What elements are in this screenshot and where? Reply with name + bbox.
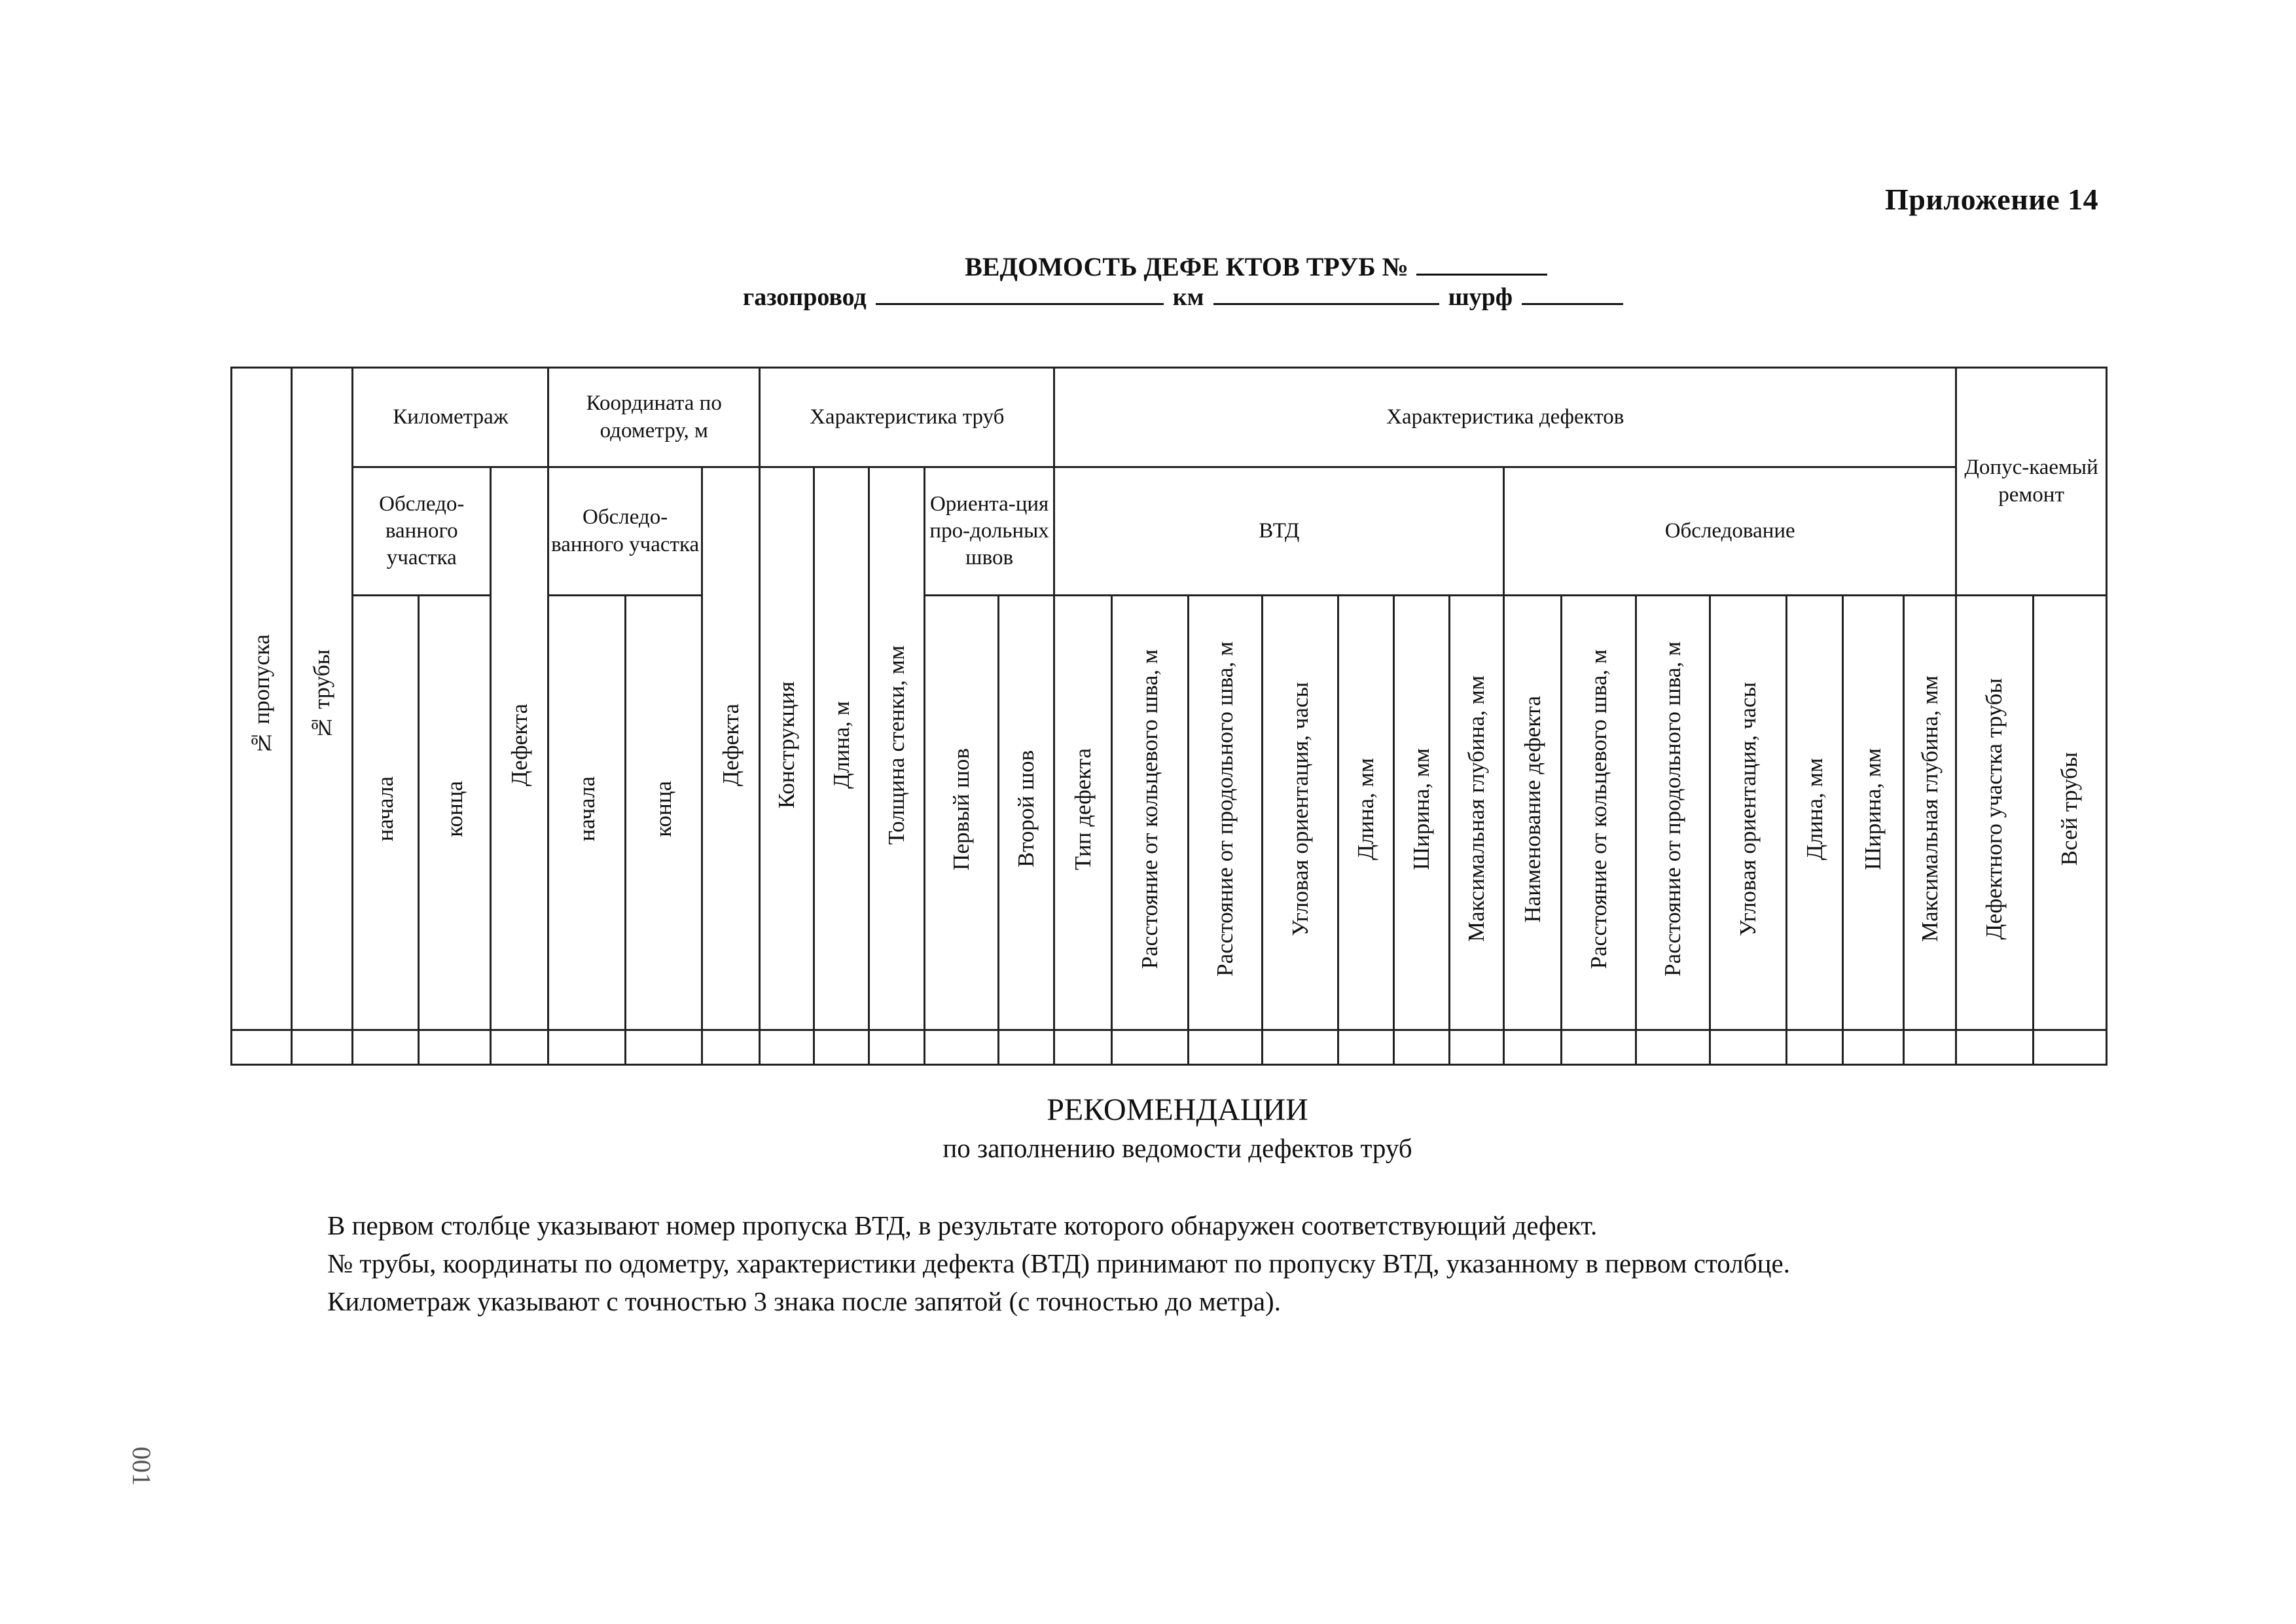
header-odometer: Координата по одометру, м: [548, 368, 760, 467]
header-surveyed-section-km: Обследо-ванного участка: [353, 467, 491, 596]
table-cell[interactable]: [1504, 1030, 1562, 1064]
header-surveyed-section-odo: Обследо-ванного участка: [548, 467, 702, 596]
table-cell[interactable]: [1956, 1030, 2033, 1064]
table-cell[interactable]: [292, 1030, 353, 1064]
document-title-text: ВЕДОМОСТЬ ДЕФЕ КТОВ ТРУБ №: [965, 252, 1408, 281]
recommendations-subtitle: по заполнению ведомости дефектов труб: [942, 1133, 1412, 1163]
defects-table: [230, 367, 2108, 1066]
header-km-end: конца: [418, 596, 490, 1030]
table-cell[interactable]: [625, 1030, 702, 1064]
header-seam-orientation: Ориента-ция про-дольных швов: [924, 467, 1054, 596]
header-sv-long-dist: Расстояние от продольного шва, м: [1636, 596, 1710, 1030]
header-pipe-characteristics: Характеристика труб: [760, 368, 1054, 467]
table-cell[interactable]: [1636, 1030, 1710, 1064]
table-cell[interactable]: [1562, 1030, 1636, 1064]
table-cell[interactable]: [1787, 1030, 1842, 1064]
table-cell[interactable]: [1842, 1030, 1903, 1064]
table-cell[interactable]: [1710, 1030, 1787, 1064]
header-allowed-repair: Допус-каемый ремонт: [1956, 368, 2107, 596]
km-label: км: [1172, 283, 1204, 311]
header-vtd-length: Длина, мм: [1338, 596, 1393, 1030]
page-number: 001: [127, 1447, 156, 1486]
recommendations-title: РЕКОМЕНДАЦИИ: [1047, 1092, 1308, 1127]
header-pipe-no: № трубы: [292, 368, 353, 1030]
table-cell[interactable]: [232, 1030, 292, 1064]
header-defect-odo: Дефекта: [702, 467, 759, 1030]
table-cell[interactable]: [2033, 1030, 2107, 1064]
header-construction: Конструкция: [760, 467, 814, 1030]
header-vtd-width: Ширина, мм: [1393, 596, 1449, 1030]
pit-label: шурф: [1448, 283, 1513, 311]
header-vtd: ВТД: [1054, 467, 1504, 596]
header-repair-whole: Всей трубы: [2033, 596, 2107, 1030]
table-cell[interactable]: [1188, 1030, 1262, 1064]
table-cell[interactable]: [760, 1030, 814, 1064]
table-cell[interactable]: [1054, 1030, 1111, 1064]
table-cell[interactable]: [353, 1030, 418, 1064]
table-cell[interactable]: [814, 1030, 869, 1064]
header-kilometrage: Километраж: [353, 368, 548, 467]
header-sv-name: Наименование дефекта: [1504, 596, 1562, 1030]
table-cell[interactable]: [1393, 1030, 1449, 1064]
header-first-seam: Первый шов: [924, 596, 998, 1030]
recommendation-line-1: В первом столбце указывают номер пропуска ВТД, в результате которого обнаружен соответствующий дефект.: [327, 1210, 1598, 1240]
header-odo-end: конца: [625, 596, 702, 1030]
table-cell[interactable]: [702, 1030, 759, 1064]
header-vtd-ring-dist: Расстояние от кольцевого шва, м: [1111, 596, 1188, 1030]
header-repair-section: Дефектного участка трубы: [1956, 596, 2033, 1030]
header-sv-angle: Угловая ориентация, часы: [1710, 596, 1787, 1030]
header-vtd-angle: Угловая ориентация, часы: [1263, 596, 1338, 1030]
table-cell[interactable]: [869, 1030, 924, 1064]
table-cell[interactable]: [1449, 1030, 1503, 1064]
header-length: Длина, м: [814, 467, 869, 1030]
header-sv-depth: Максимальная глубина, мм: [1903, 596, 1956, 1030]
number-blank: [1416, 253, 1547, 276]
pipeline-label: газопровод: [743, 283, 867, 311]
header-defect-characteristics: Характеристика дефектов: [1054, 368, 1956, 467]
header-vtd-depth: Максимальная глубина, мм: [1449, 596, 1503, 1030]
appendix-label: Приложение 14: [1885, 183, 2099, 216]
pipeline-blank: [876, 283, 1164, 305]
table-cell[interactable]: [418, 1030, 490, 1064]
table-cell[interactable]: [1903, 1030, 1956, 1064]
header-survey: Обследование: [1504, 467, 1956, 596]
table-cell[interactable]: [924, 1030, 998, 1064]
header-wall-thickness: Толщина стенки, мм: [869, 467, 924, 1030]
table-cell[interactable]: [548, 1030, 625, 1064]
table-cell[interactable]: [1263, 1030, 1338, 1064]
header-vtd-type: Тип дефекта: [1054, 596, 1111, 1030]
header-second-seam: Второй шов: [999, 596, 1054, 1030]
km-blank: [1213, 283, 1439, 305]
document-subline: [743, 283, 1632, 312]
header-defect-km: Дефекта: [491, 467, 548, 1030]
header-pass-no: № пропуска: [232, 368, 292, 1030]
header-km-start: начала: [353, 596, 418, 1030]
table-cell[interactable]: [1338, 1030, 1393, 1064]
document-title: [0, 251, 2296, 282]
table-cell[interactable]: [1111, 1030, 1188, 1064]
header-sv-ring-dist: Расстояние от кольцевого шва, м: [1562, 596, 1636, 1030]
header-sv-length: Длина, мм: [1787, 596, 1842, 1030]
table-cell[interactable]: [491, 1030, 548, 1064]
recommendation-line-3: Километраж указывают с точностью 3 знака после запятой (с точностью до метра).: [327, 1286, 1281, 1316]
table-cell[interactable]: [999, 1030, 1054, 1064]
pit-blank: [1522, 283, 1623, 305]
header-sv-width: Ширина, мм: [1842, 596, 1903, 1030]
header-vtd-long-dist: Расстояние от продольного шва, м: [1188, 596, 1262, 1030]
header-odo-start: начала: [548, 596, 625, 1030]
table-row: [232, 1030, 2107, 1064]
recommendation-line-2: № трубы, координаты по одометру, характеристики дефекта (ВТД) принимают по пропуску ВТД, указанному в первом столбце.: [327, 1248, 1790, 1278]
